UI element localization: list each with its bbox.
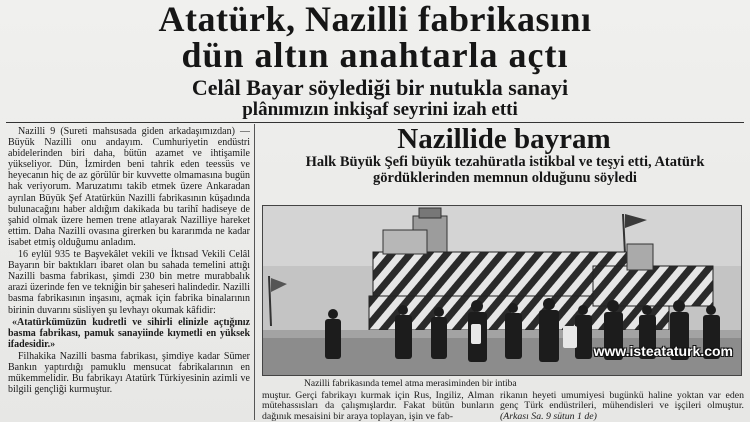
section-subtitle: Halk Büyük Şefi büyük tezahüratla istikbal ve teşyi etti, Atatürk gördüklerinden memnun olduğunu söyledi: [305, 154, 705, 186]
continued-reference: (Arkası Sa. 9 sütun 1 de): [500, 410, 597, 422]
column-divider: [254, 124, 255, 420]
watermark-text: www.isteataturk.com: [593, 343, 733, 359]
left-paragraph-1: Nazilli 9 (Sureti mahsusada giden arkadaşımızdan) — Büyük Nazilli onu andayım. Cumhuriyetin endüstri abidelerinden biri daha, bütün azamet ve ihtişamile yükseliyor. Dün, İzmirden beni tahrik eden teessüs ve heyecanın hiç de az görülür bir kuvvette olmamasına bugün hak veriyorum. Maruzatımı takib etmek üzere Ankaradan ayrılan Büyük Şef Atatürkün Nazilli fabrikasının küşadında bulunacağını haber aldığım dakikada bu tarihî hadiseye de şahid olmak üzere hemen trene atlayarak Nazilliye hareket ettim. Daha Nazilli ovasına girerken bu kararımda ne kadar isabet etmiş olduğumu anladım.: [8, 126, 250, 248]
ceremony-photo: [262, 205, 742, 376]
header-divider: [6, 122, 744, 123]
subheadline-line-1: Celâl Bayar söylediği bir nutukla sanayi: [191, 75, 569, 100]
body-column-1: muştur. Gerçi fabrikayı kurmak için Rus, İngiliz, Alman mütehassısları da çalışmışlardır. Fakat bütün bunların dağınık mesaisini bir araya toplayan, işin ve fab-: [262, 391, 494, 422]
subheadline-line-2: plânımızın inkişaf seyrini izah etti: [242, 99, 518, 120]
headline-line-2: dün altın anahtarla açtı: [181, 35, 569, 75]
photo-caption: Nazilli fabrikasında temel atma merasiminden bir intiba: [304, 379, 517, 389]
body-column-2-text: rikanın heyeti umumiyesi bugünkü haline yoktan var eden genç Türk endüstrileri, mühendisleri ve işçileri olmuştur.: [500, 391, 744, 412]
left-paragraph-2: 16 eylül 935 te Başvekâlet vekili ve İktısad Vekili Celâl Bayarın bir baktıkları ibaret olan bu sahada temelini attığı Nazilli basma fabrikası, şimdi 230 bin metre murabbalık arazi üzerinde fen ve tekniğin bir şaheseri halindedir. Nazilli basma fabrikasının inşasını, açmak için fabrika binalarının birinin duvarını süsliyen şu levhayı okumak kâfidir:: [8, 249, 250, 316]
left-article-column: [8, 126, 250, 420]
headline-line-1: Atatürk, Nazilli fabrikasını: [158, 0, 592, 39]
section-title: Nazillide bayram: [397, 123, 611, 155]
left-paragraph-quote: «Atatürkümüzün kudretli ve sihirli elinizle açtığınız basma fabrikası, pamuk sanayiinde kıymetli en yüksek ifadesidir.»: [8, 316, 250, 350]
body-column-2: [500, 391, 744, 422]
left-paragraph-4: Filhakika Nazilli basma fabrikası, şimdiye kadar Sümer Bankın yaptırdığı pamuklu mensucat fabrikalarının en mükemmelidir. Bu fabrikayı Atatürk Türkiyesinin azimli ve bilgili gençliği kurmuştur.: [8, 350, 250, 396]
